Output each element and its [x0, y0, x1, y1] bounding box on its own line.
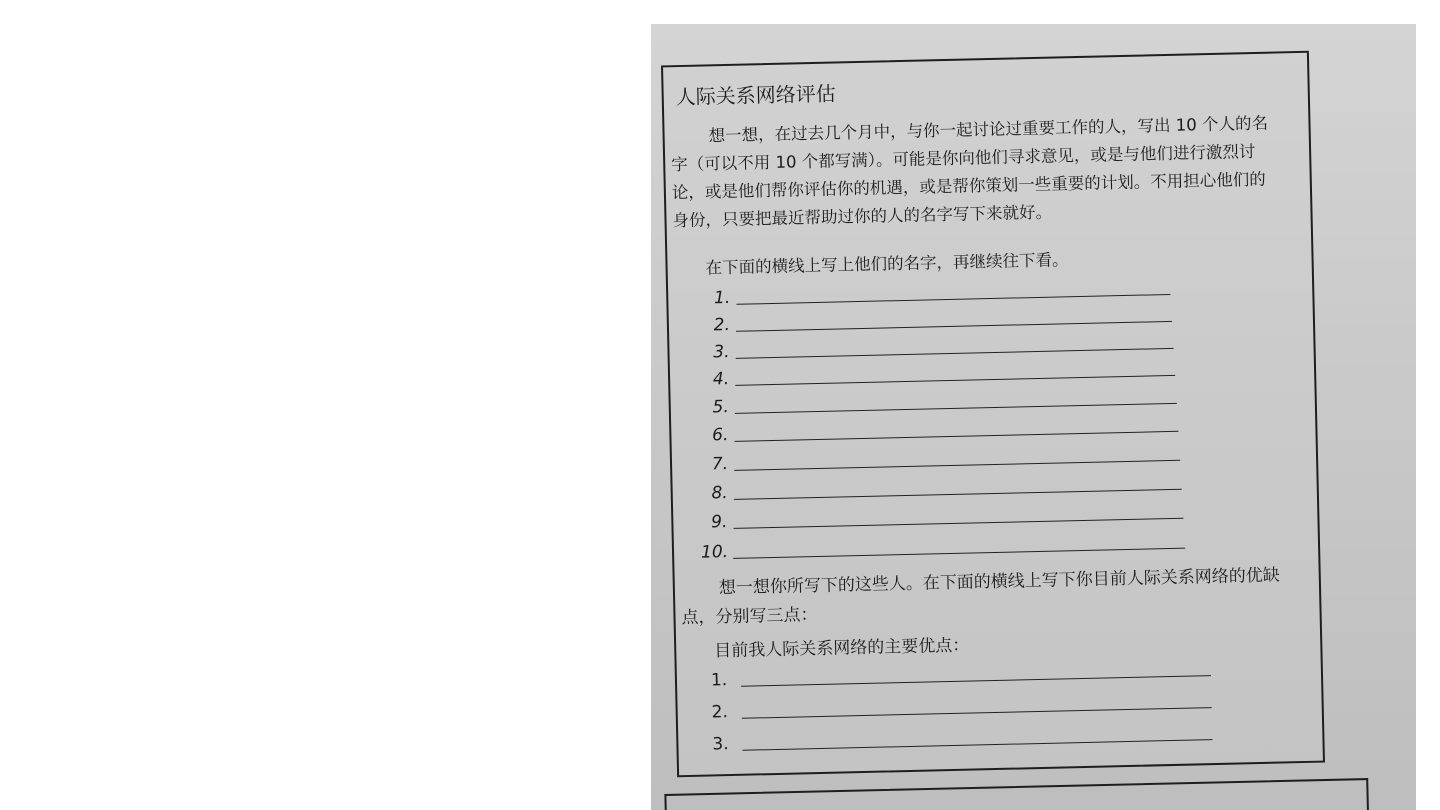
line-number: 7. [711, 454, 729, 475]
book-page-photo [651, 24, 1416, 810]
line-number: 9. [710, 512, 728, 533]
line-number: 3. [712, 734, 729, 755]
reflection-paragraph: 想一想你所写下的这些人。在下面的横线上写下你目前人际关系网络的优缺点，分别写三点： [681, 565, 1280, 629]
next-worksheet-box-edge [664, 778, 1369, 810]
line-number: 2. [713, 314, 731, 336]
worksheet-box [661, 51, 1325, 778]
name-line[interactable] [701, 528, 1185, 563]
blank-line [734, 460, 1180, 471]
name-line[interactable] [702, 411, 1178, 446]
name-line[interactable] [701, 498, 1183, 533]
instruction-text: 在下面的横线上写上他们的名字，再继续往下看。 [705, 250, 1069, 278]
line-number: 1. [710, 670, 728, 691]
strength-line[interactable] [712, 719, 1212, 754]
blank-line [742, 707, 1212, 719]
blank-line [743, 739, 1213, 751]
line-number: 2. [711, 702, 729, 723]
strengths-heading: 目前我人际关系网络的主要优点： [714, 635, 970, 662]
blank-line [733, 548, 1185, 559]
strength-line[interactable] [711, 687, 1211, 722]
line-number: 10. [700, 542, 729, 563]
blank-line [735, 431, 1179, 442]
worksheet-title: 人际关系网络评估 [675, 81, 836, 110]
blank-line [734, 489, 1182, 500]
line-number: 1. [713, 287, 731, 309]
line-number: 3. [713, 341, 730, 363]
line-number: 8. [711, 483, 728, 504]
bleed-through-text [1316, 239, 1406, 276]
blank-line [741, 675, 1211, 687]
line-number: 5. [712, 396, 729, 418]
blank-line [734, 518, 1184, 529]
strength-line[interactable] [711, 655, 1211, 690]
line-number: 4. [712, 368, 730, 390]
intro-paragraph: 想一想，在过去几个月中，与你一起讨论过重要工作的人，写出 10 个人的名字（可以不用 10 个都写满）。可能是你向他们寻求意见，或是与他们进行激烈讨论，或是他们帮你评估你的机遇，或是帮你策划一些重要的计划。不用担心他们的身份，只要把最近帮助过你的人的名字写下来就好。 [671, 113, 1269, 231]
line-number: 6. [711, 425, 729, 446]
